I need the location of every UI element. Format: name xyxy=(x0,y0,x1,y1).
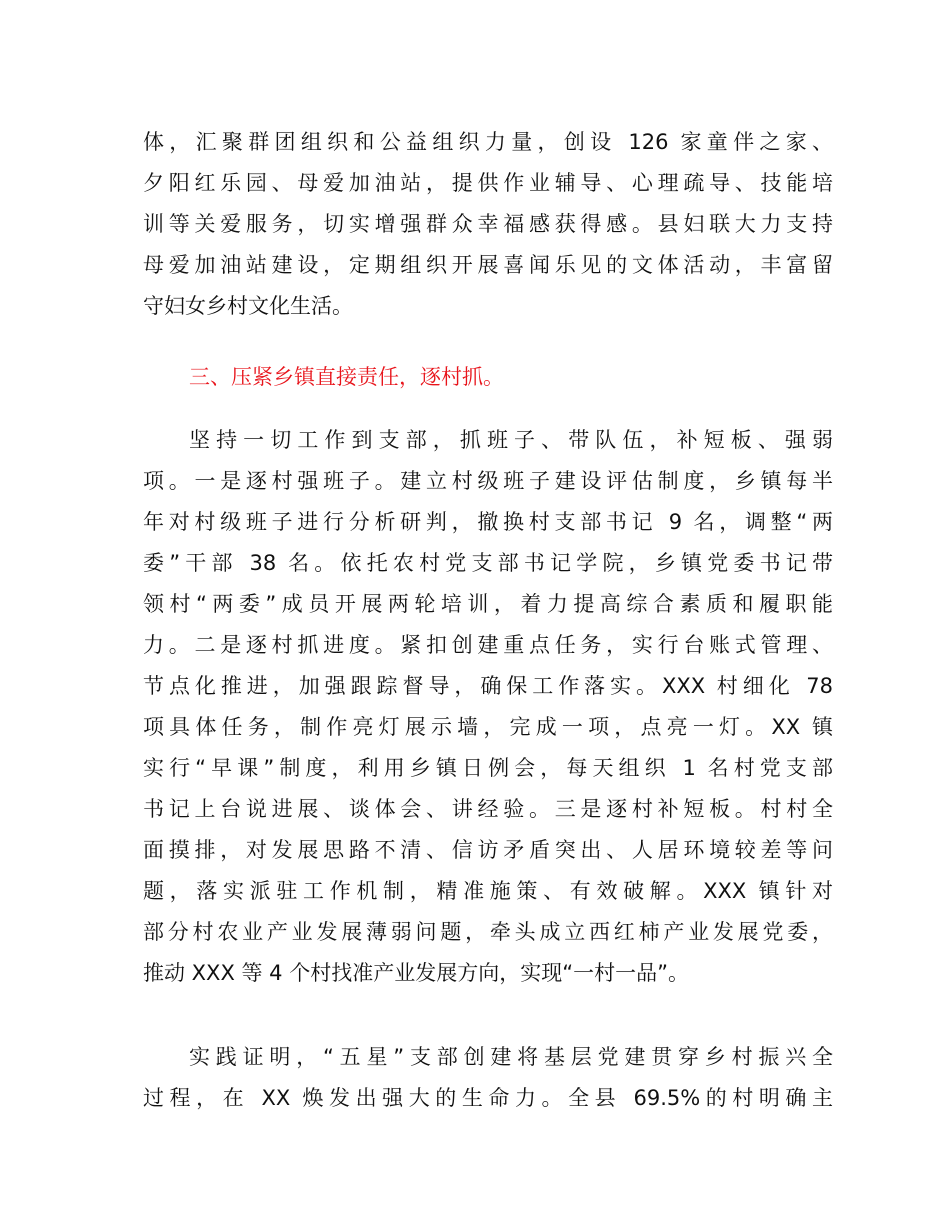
text-line: 项具体任务，制作亮灯展示墙，完成一项，点亮一灯。XX 镇 xyxy=(143,715,833,739)
text-line: 书记上台说进展、谈体会、讲经验。三是逐村补短板。村村全 xyxy=(143,797,833,821)
text-line: 题，落实派驻工作机制，精准施策、有效破解。XXX 镇针对 xyxy=(143,879,833,903)
section-heading-block xyxy=(143,357,833,398)
text-line: 节点化推进，加强跟踪督导，确保工作落实。XXX 村细化 78 xyxy=(143,674,833,698)
text-line: 年对村级班子进行分析研判，撤换村支部书记 9 名，调整“两 xyxy=(143,510,833,534)
paragraph-3 xyxy=(143,1037,833,1119)
text-line: 夕阳红乐园、母爱加油站，提供作业辅导、心理疏导、技能培 xyxy=(143,171,833,195)
text-line: 守妇女乡村文化生活。 xyxy=(143,294,353,318)
text-line: 训等关爱服务，切实增强群众幸福感获得感。县妇联大力支持 xyxy=(143,212,833,236)
text-line: 领村“两委”成员开展两轮培训，着力提高综合素质和履职能 xyxy=(143,592,833,616)
paragraph-1 xyxy=(143,122,833,327)
text-line: 实践证明，“五星”支部创建将基层党建贯穿乡村振兴全 xyxy=(189,1045,833,1069)
text-line: 过程，在 XX 焕发出强大的生命力。全县 69.5%的村明确主 xyxy=(143,1086,833,1110)
paragraph-2 xyxy=(143,420,833,994)
text-line: 母爱加油站建设，定期组织开展喜闻乐见的文体活动，丰富留 xyxy=(143,253,833,277)
text-line: 推动 XXX 等 4 个村找准产业发展方向，实现“一村一品”。 xyxy=(143,961,689,985)
text-line: 面摸排，对发展思路不清、信访矛盾突出、人居环境较差等问 xyxy=(143,838,833,862)
text-line: 实行“早课”制度，利用乡镇日例会，每天组织 1 名村党支部 xyxy=(143,756,833,780)
text-line: 项。一是逐村强班子。建立村级班子建设评估制度，乡镇每半 xyxy=(143,469,833,493)
text-line: 力。二是逐村抓进度。紧扣创建重点任务，实行台账式管理、 xyxy=(143,633,833,657)
text-line: 体，汇聚群团组织和公益组织力量，创设 126 家童伴之家、 xyxy=(143,130,833,154)
text-line: 坚持一切工作到支部，抓班子、带队伍，补短板、强弱 xyxy=(189,428,833,452)
text-line: 部分村农业产业发展薄弱问题，牵头成立西红柿产业发展党委， xyxy=(143,920,833,944)
section-heading: 三、压紧乡镇直接责任，逐村抓。 xyxy=(189,365,504,389)
text-line: 委”干部 38 名。依托农村党支部书记学院，乡镇党委书记带 xyxy=(143,551,833,575)
